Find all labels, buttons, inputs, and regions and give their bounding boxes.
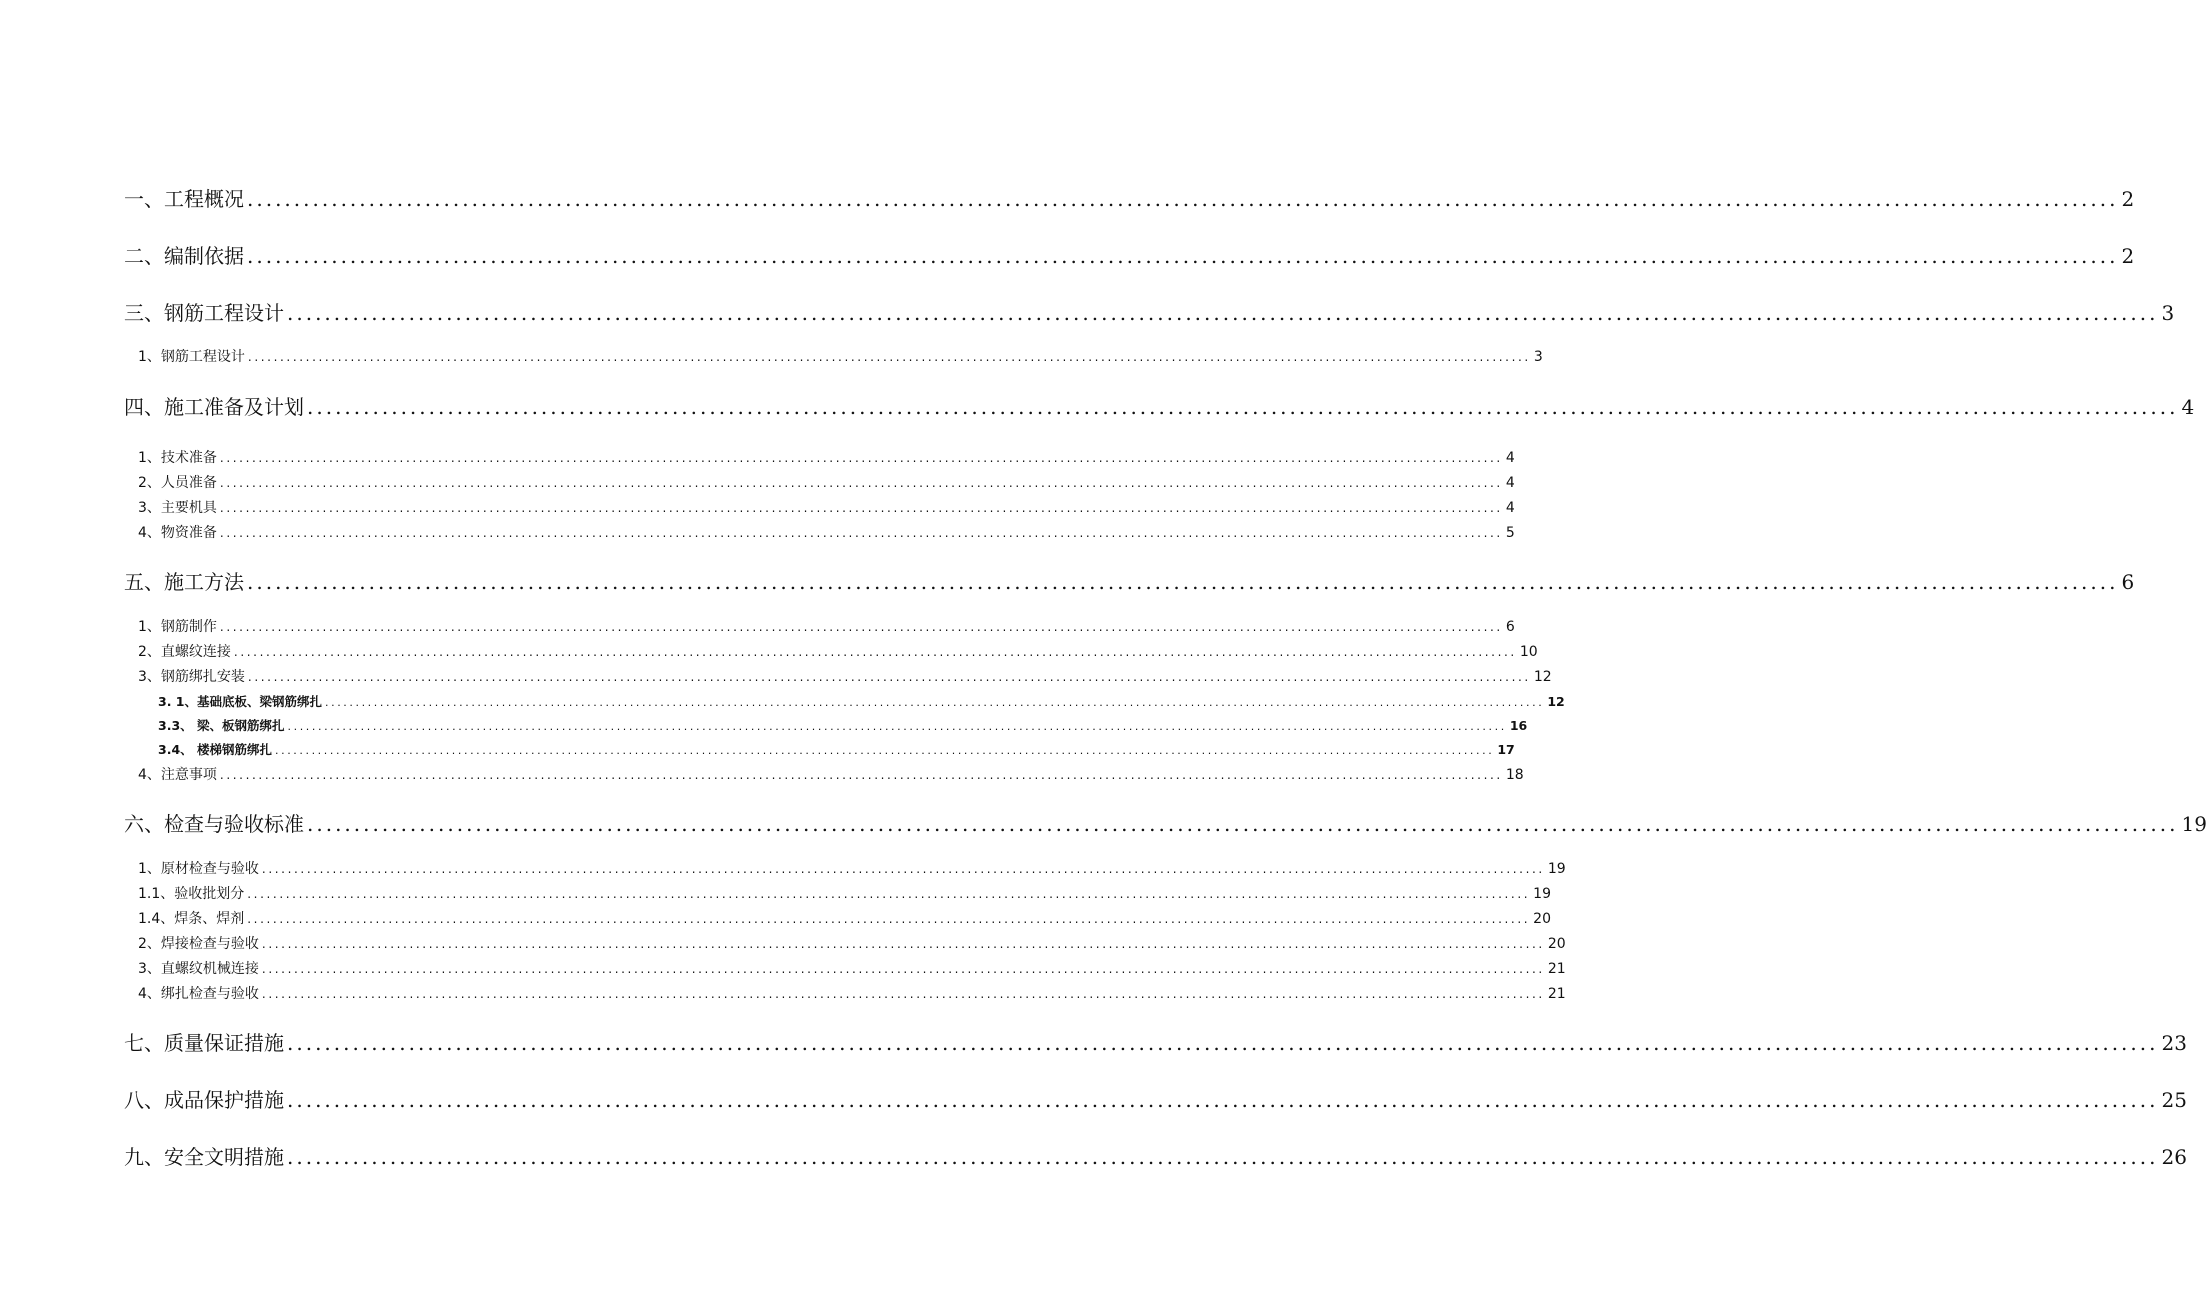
toc-entry[interactable]	[138, 447, 1515, 467]
toc-entry-page: 17	[1497, 742, 1515, 757]
toc-entry-title: 3、钢筋绑扎安装	[138, 669, 245, 685]
toc-entry[interactable]	[124, 183, 2135, 212]
toc-entry[interactable]	[138, 933, 1566, 953]
toc-entry-title: 三、钢筋工程设计	[124, 301, 284, 325]
toc-entry-page: 2	[2121, 187, 2135, 211]
toc-entry-title: 4、绑扎检查与验收	[138, 986, 259, 1002]
toc-entry-title: 1、原材检查与验收	[138, 861, 259, 877]
toc-dot-leader: ........................................................................................................................................................................................................	[287, 1145, 2159, 1169]
toc-entry-page: 12	[1547, 694, 1565, 709]
toc-entry[interactable]	[138, 958, 1566, 978]
toc-entry-page: 6	[1505, 619, 1515, 635]
toc-entry[interactable]	[138, 983, 1566, 1003]
toc-entry-title: 六、检查与验收标准	[124, 812, 304, 836]
toc-entry-title: 3、主要机具	[138, 500, 217, 516]
toc-entry[interactable]	[138, 522, 1515, 542]
toc-dot-leader: ........................................................................................................................................................................................................	[287, 1031, 2159, 1055]
toc-entry-title: 四、施工准备及计划	[124, 395, 304, 419]
toc-entry-page: 4	[1505, 475, 1515, 491]
toc-dot-leader: ........................................................................................................................................................................................................	[247, 570, 2119, 594]
toc-dot-leader: ........................................................................................................................................................................................................	[275, 744, 1495, 757]
toc-entry-title: 1、钢筋工程设计	[138, 349, 245, 365]
toc-entry-page: 19	[1547, 861, 1566, 877]
toc-entry[interactable]	[138, 472, 1515, 492]
toc-entry-page: 23	[2161, 1031, 2187, 1055]
toc-entry-page: 4	[2181, 395, 2195, 419]
toc-dot-leader: ........................................................................................................................................................................................................	[287, 720, 1507, 733]
toc-dot-leader: ........................................................................................................................................................................................................	[247, 887, 1531, 901]
toc-entry-page: 10	[1519, 644, 1538, 660]
toc-dot-leader: ........................................................................................................................................................................................................	[219, 768, 1503, 782]
toc-dot-leader: ........................................................................................................................................................................................................	[325, 696, 1545, 709]
toc-entry-page: 18	[1505, 767, 1524, 783]
toc-entry-title: 1.4、焊条、焊剂	[138, 911, 245, 927]
toc-dot-leader: ........................................................................................................................................................................................................	[219, 476, 1503, 490]
toc-dot-leader: ........................................................................................................................................................................................................	[261, 862, 1545, 876]
toc-entry-title: 3. 1、基础底板、梁钢筋绑扎	[158, 694, 322, 709]
toc-entry-page: 19	[2181, 812, 2207, 836]
toc-entry-page: 2	[2121, 244, 2135, 268]
toc-dot-leader: ........................................................................................................................................................................................................	[307, 812, 2179, 836]
toc-entry-page: 12	[1533, 669, 1552, 685]
toc-entry-title: 二、编制依据	[124, 244, 244, 268]
toc-entry[interactable]	[138, 616, 1515, 636]
toc-entry-title: 八、成品保护措施	[124, 1088, 284, 1112]
toc-entry-title: 3.3、 梁、板钢筋绑扎	[158, 718, 285, 733]
toc-entry[interactable]	[124, 297, 2175, 326]
toc-entry[interactable]	[138, 764, 1524, 784]
toc-entry-page: 20	[1547, 936, 1566, 952]
toc-dot-leader: ........................................................................................................................................................................................................	[307, 395, 2179, 419]
toc-entry[interactable]	[138, 346, 1543, 366]
toc-dot-leader: ........................................................................................................................................................................................................	[247, 350, 1531, 364]
toc-entry[interactable]	[124, 566, 2135, 595]
toc-entry-title: 1.1、验收批划分	[138, 886, 245, 902]
toc-entry[interactable]	[124, 1141, 2187, 1170]
toc-entry-title: 七、质量保证措施	[124, 1031, 284, 1055]
toc-entry[interactable]	[158, 692, 1565, 710]
toc-entry-title: 4、注意事项	[138, 767, 217, 783]
toc-dot-leader: ........................................................................................................................................................................................................	[261, 987, 1545, 1001]
toc-dot-leader: ........................................................................................................................................................................................................	[219, 526, 1503, 540]
toc-entry-page: 3	[1533, 349, 1543, 365]
toc-entry[interactable]	[138, 883, 1551, 903]
toc-dot-leader: ........................................................................................................................................................................................................	[219, 620, 1503, 634]
toc-dot-leader: ........................................................................................................................................................................................................	[247, 187, 2119, 211]
toc-dot-leader: ........................................................................................................................................................................................................	[233, 645, 1517, 659]
toc-entry-page: 21	[1547, 961, 1566, 977]
toc-entry[interactable]	[138, 858, 1566, 878]
toc-entry-title: 4、物资准备	[138, 525, 217, 541]
toc-entry-page: 3	[2161, 301, 2175, 325]
toc-entry-page: 25	[2161, 1088, 2187, 1112]
toc-dot-leader: ........................................................................................................................................................................................................	[219, 451, 1503, 465]
toc-entry[interactable]	[124, 240, 2135, 269]
toc-entry-title: 3、直螺纹机械连接	[138, 961, 259, 977]
toc-dot-leader: ........................................................................................................................................................................................................	[261, 962, 1545, 976]
toc-entry-title: 五、施工方法	[124, 570, 244, 594]
toc-entry-title: 2、直螺纹连接	[138, 644, 231, 660]
toc-entry-page: 20	[1533, 911, 1551, 927]
toc-entry-title: 一、工程概况	[124, 187, 244, 211]
toc-entry[interactable]	[138, 641, 1538, 661]
toc-entry[interactable]	[158, 740, 1515, 758]
toc-entry-page: 6	[2121, 570, 2135, 594]
toc-entry[interactable]	[138, 497, 1515, 517]
toc-dot-leader: ........................................................................................................................................................................................................	[247, 912, 1531, 926]
toc-entry-title: 2、焊接检查与验收	[138, 936, 259, 952]
toc-entry-page: 19	[1533, 886, 1551, 902]
toc-entry-title: 2、人员准备	[138, 475, 217, 491]
toc-entry-page: 5	[1505, 525, 1515, 541]
toc-entry[interactable]	[138, 666, 1552, 686]
toc-entry-page: 4	[1505, 500, 1515, 516]
toc-dot-leader: ........................................................................................................................................................................................................	[247, 244, 2119, 268]
toc-entry-page: 4	[1505, 450, 1515, 466]
toc-dot-leader: ........................................................................................................................................................................................................	[247, 670, 1531, 684]
toc-entry-title: 九、安全文明措施	[124, 1145, 284, 1169]
toc-entry[interactable]	[124, 391, 2195, 420]
toc-entry-title: 1、钢筋制作	[138, 619, 217, 635]
toc-dot-leader: ........................................................................................................................................................................................................	[261, 937, 1545, 951]
toc-entry[interactable]	[158, 716, 1528, 734]
toc-entry[interactable]	[124, 808, 2207, 837]
toc-entry-title: 3.4、 楼梯钢筋绑扎	[158, 742, 272, 757]
toc-entry-page: 16	[1509, 718, 1528, 733]
toc-dot-leader: ........................................................................................................................................................................................................	[219, 501, 1503, 515]
toc-entry-page: 21	[1547, 986, 1566, 1002]
toc-dot-leader: ........................................................................................................................................................................................................	[287, 1088, 2159, 1112]
toc-entry[interactable]	[124, 1027, 2187, 1056]
toc-entry[interactable]	[138, 908, 1551, 928]
toc-entry-title: 1、技术准备	[138, 450, 217, 466]
toc-dot-leader: ........................................................................................................................................................................................................	[287, 301, 2159, 325]
toc-entry[interactable]	[124, 1084, 2187, 1113]
toc-entry-page: 26	[2161, 1145, 2187, 1169]
